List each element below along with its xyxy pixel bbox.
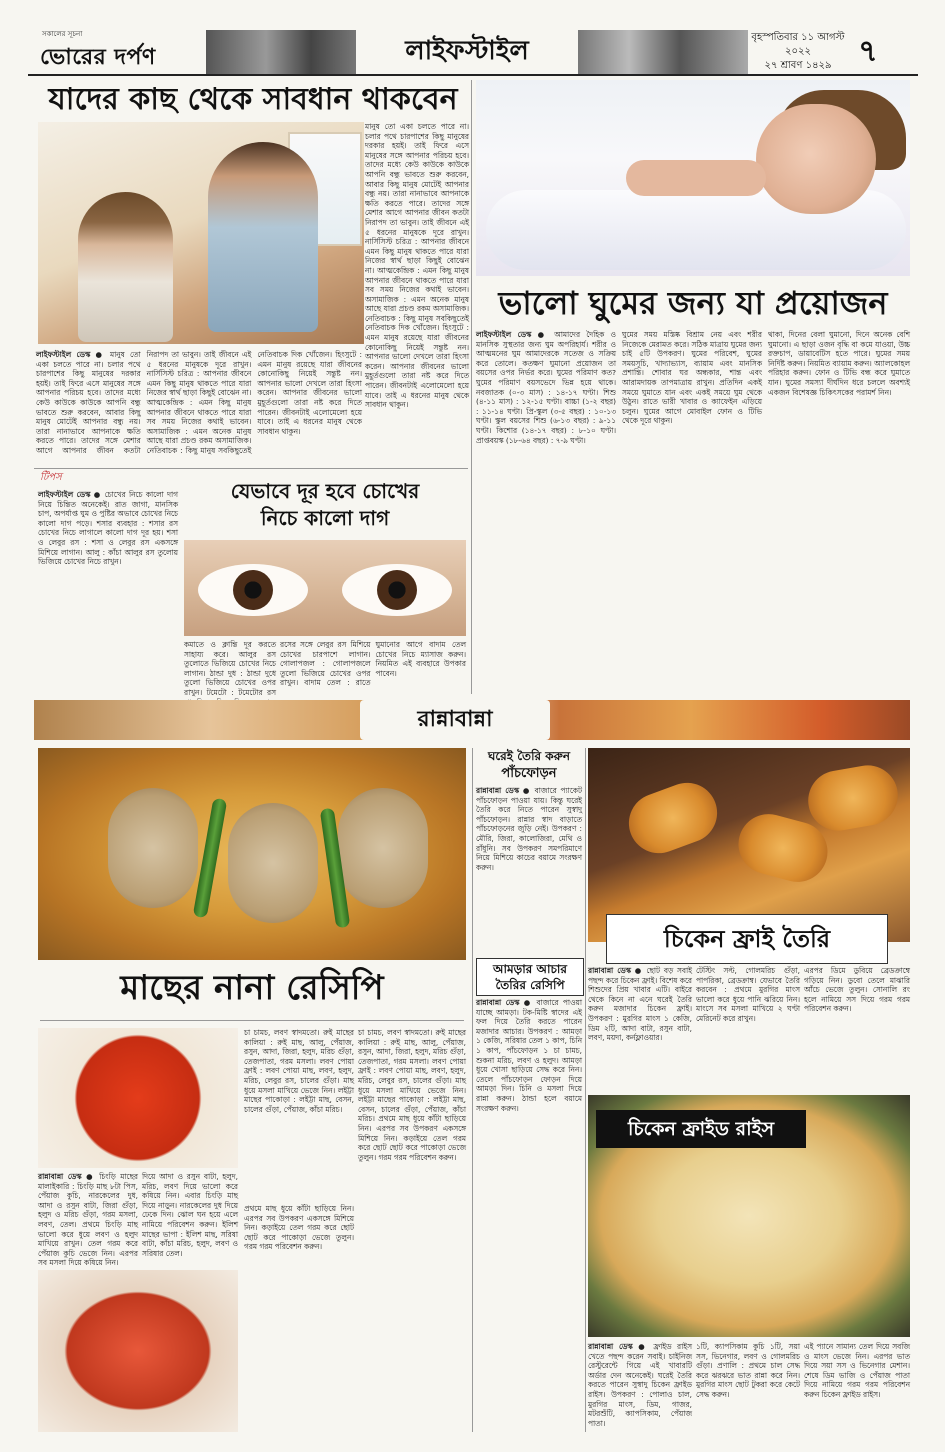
masthead bbox=[28, 30, 918, 76]
fish-col1-text: চিংড়ি মাছের মালাইকারি : চিংড়ি মাছ ৮টা পিস, পেঁয়াজ কুচি, নারকেলের দুধ, আদা ও রসুন বাটা, জিরা গুঁড়া, হলুদ ও মরিচ গুঁড়া, গরম মসলা, লবণ, তেল। প্রথমে চিংড়ি মাছ ভালো করে ধুয়ে লবণ ও হলুদ মাখিয়ে রাখুন। তেল গরম করে পেঁয়াজ কুচি ভেজে নিন। এরপর সব মসলা দিয়ে কষিয়ে নিন। bbox=[38, 1172, 138, 1268]
fish-col3b bbox=[244, 1204, 354, 1432]
story1-body: লাইফস্টাইল ডেস্ক ● মানুষ তো একা চলতে পারে না। চলার পথে চারপাশের কিছু মানুষের দরকার হয়ই। তাই ফিরে এসে মানুষের সঙ্গে আপনার পরিচয় হবে। তাদের মধ্যে কেউ কাউকে কাউকে আপনি বন্ধু ভাবতে শুরু করবেন, আবার কিছু মানুষ মোটেই আপনার বন্ধু নয়। তারা নানাভাবে আপনাকে ক্ষতি করতে পারে। তাদের সঙ্গে মেশার আগে আপনার জীবন কতটা নিরাপদ তা ভাবুন। তাই জীবনে এই ৫ ধরনের মানুষকে দূরে রাখুন। নার্সিসিস্ট চরিত্র : আপনার জীবনে এমন কিছু মানুষ থাকতে পারে যারা নিজের স্বার্থ ছাড়া কিছুই বোঝেন না। আত্মকেন্দ্রিক : এমন কিছু মানুষ আপনার জীবনে থাকতে পারে যারা সব সময় নিজের কথাই ভাবেন। অসামাজিক : এমন অনেক মানুষ আছে যারা প্রচণ্ড রকম অসামাজিক। নেতিবাচক : কিছু মানুষ সবকিছুতেই নেতিবাচক দিক খোঁজেন। হিংসুটে : এমন মানুষ রয়েছে যারা জীবনের কোনোকিছু নিয়েই সন্তুষ্ট নন। আপনার ভালো দেখলে তারা হিংসা করেন। আপনার জীবনের ভালো মুহূর্তগুলো তারা নষ্ট করে দিতে পারেন। জীবনটাই এলোমেলো হয়ে যাবে। তাই এ ধরনের মানুষ থেকে সাবধান থাকুন। bbox=[36, 350, 362, 455]
page-number: ৭ bbox=[858, 33, 878, 69]
fish-col2-text: দিয়ে আদা ও রসুন বাটা, হলুদ, মরিচ, লবণ দিয়ে ভালো করে কষিয়ে নিন। এবার চিংড়ি মাছ দিয়ে নাড়ুন। নারকেলের দুধ দিয়ে ঢেকে দিন। ঝোল ঘন হয়ে এলে নামিয়ে পরিবেশন করুন। ইলিশ মাছের ভাপা : ইলিশ মাছ, সরিষা বাটা, কাঁচা মরিচ, হলুদ, লবণ ও সরিষার তেল। bbox=[142, 1172, 238, 1258]
photo-man bbox=[208, 142, 318, 332]
chicken-fry-title[interactable]: চিকেন ফ্রাই তৈরি bbox=[606, 914, 888, 964]
section-divider bbox=[34, 468, 468, 469]
fish-plate-photo bbox=[38, 1028, 238, 1168]
fish-col3-text: চা চামচ, লবণ স্বাদমতো। রুই মাছের কালিয়া : রুই মাছ, আলু, পেঁয়াজ, রসুন, আদা, জিরা, হলুদ, মরিচ গুঁড়া, তেজপাতা, গরম মসলা। লবণ পোয়া ফ্রাই : লবণ পোয়া মাছ, লবণ, হলুদ, মরিচ, লেবুর রস, চালের গুঁড়া। মাছ ধুয়ে মসলা মাখিয়ে ভেজে নিন। লইট্টা মাছের পাকোড়া : লইট্টা মাছ, বেসন, চালের গুঁড়া, পেঁয়াজ, কাঁচা মরিচ। bbox=[244, 1028, 354, 1114]
story3-col1-text: চোখের নিচে কালো দাগ নিয়ে চিন্তিত অনেকেই। রাত জাগা, মানসিক চাপ, অপর্যাপ্ত ঘুম ও পুষ্টির অভাবে চোখের নিচে কালো দাগ পড়ে। শসার ব্যবহার : শসার রস চোখের নিচে লাগালে কালো দাগ দূর হয়। শসা ও লেবুর রস : শসা ও লেবুর রস একসঙ্গে মিশিয়ে লাগান। আলু : কাঁচা আলুর রস তুলোয় ভিজিয়ে চোখের নিচে রাখুন। bbox=[38, 490, 178, 567]
photo-iris-left bbox=[233, 570, 273, 610]
fish-byline: রান্নাবান্না ডেস্ক bbox=[38, 1172, 82, 1181]
chicken-fry-col1: রান্নাবান্না ডেস্ক ● ছোট বড় সবাই পছন্দ করে চিকেন ফ্রাই। বিশেষ করে শিশুদের প্রিয় খাবার এটি। বাইরে থেকে কিনে না এনে ঘরেই তৈরি করুন মজাদার চিকেন ফ্রাই। উপকরণ : মুরগির মাংস ১ কেজি, ডিম ২টি, আদা বাটা, রসুন বাটা, লবণ, ময়দা, কর্নফ্লাওয়ার। bbox=[588, 966, 693, 1043]
fish-col4-text-b: প্রথমে মাছ ধুয়ে কাঁটা ছাড়িয়ে নিন। এরপর সব উপকরণ একসঙ্গে মিশিয়ে নিন। কড়াইয়ে তেল গরম করে ছোট ছোট করে পাকোড়া ভেজে তুলুন। গরম গরম পরিবেশন করুন। bbox=[358, 1114, 466, 1162]
story3-col2-text: কমাতে ও ক্লান্তি দূর করতে সাহায্য করে। আলুর রস তুলোতে ভিজিয়ে চোখের নিচে লাগান। ঠান্ডা দুধ : ঠান্ডা দুধে তুলো ভিজিয়ে চোখের ওপর রাখুন। টমেটো : টমেটোর রস bbox=[184, 640, 276, 697]
achar-body-text: বাজারে পাওয়া যাচ্ছে আমড়া। টক-মিষ্টি স্বাদের এই ফল দিয়ে তৈরি করতে পারেন মজাদার আচার। উপকরণ : আমড়া ১ কেজি, সরিষার তেল ১ কাপ, চিনি ১ কাপ, পাঁচফোড়ন ১ চা চামচ, শুকনা মরিচ, লবণ ও হলুদ। আমড়া ধুয়ে খোসা ছাড়িয়ে সেদ্ধ করে নিন। তেলে পাঁচফোড়ন ফোড়ন দিয়ে আমড়া দিন। চিনি ও মসলা দিয়ে রান্না করুন। ঠান্ডা হলে বয়ামে সংরক্ষণ করুন। bbox=[476, 998, 583, 1113]
story2-byline: লাইফস্টাইল ডেস্ক bbox=[476, 330, 532, 339]
chicken-fry-col2 bbox=[696, 966, 800, 1086]
recipe-divider-1 bbox=[472, 748, 473, 1432]
pachforon-subtitle: পাঁচফোড়ন bbox=[501, 766, 557, 781]
story3-col3 bbox=[280, 640, 466, 694]
story2-headline[interactable]: ভালো ঘুমের জন্য যা প্রয়োজন bbox=[498, 284, 888, 322]
achar-title[interactable] bbox=[476, 958, 584, 996]
date-bengali: ২৭ শ্রাবণ ১৪২৯ bbox=[764, 60, 832, 71]
achar-byline: রান্নাবান্না ডেস্ক bbox=[476, 998, 520, 1007]
sleep-photo bbox=[476, 80, 910, 276]
tips-tag: টিপস bbox=[40, 472, 62, 483]
photo-drumstick-1 bbox=[620, 774, 725, 861]
story2-col1-text: আমাদের দৈহিক ও মানসিক সুস্থতার জন্য ঘুম অপরিহার্য। শরীর ও আত্মমনের ঘুম আমাদেরকে সতেজ ও সক্রিয় করে তোলে। কতক্ষণ ঘুমানো প্রয়োজন তা বয়সের ওপর নির্ভর করে। ঘুমের পরিমাণ কত? ঘুমের পরিমাণ বয়সভেদে ভিন্ন হয়ে থাকে। নবজাতক (০-৩ মাস) : ১৪-১৭ ঘণ্টা। শিশু (৪-১১ মাস) : ১২-১৫ ঘণ্টা। বাচ্চা (১-২ বছর) : ১১-১৪ ঘণ্টা। প্রি-স্কুল (৩-৫ বছর) : ১০-১৩ ঘণ্টা। স্কুল বয়সের শিশু (৬-১৩ বছর) : ৯-১১ ঘণ্টা। কিশোর (১৪-১৭ বছর) : ৮-১০ ঘণ্টা। প্রাপ্তবয়স্ক (১৮-৬৪ বছর) : ৭-৯ ঘণ্টা। bbox=[476, 330, 616, 445]
story3-headline-line1: যেভাবে দূর হবে চোখের bbox=[230, 479, 420, 503]
photo-eye-right bbox=[342, 564, 452, 616]
newspaper-logo[interactable] bbox=[28, 30, 206, 74]
rice-col2-text: ১টি, ক্যাপসিকাম কুচি ১টি, সয়া সস, ভিনেগার, লবণ ও গোলমরিচ গুঁড়া। প্রণালি : প্রথমে চাল সেদ্ধ করে ঝরঝরে ভাত রান্না করে নিন। মুরগির মাংস ছোট টুকরা করে কেটে সেদ্ধ করুন। bbox=[696, 1342, 800, 1399]
fish-col1: রান্নাবান্না ডেস্ক ● চিংড়ি মাছের মালাইকারি : চিংড়ি মাছ ৮টা পিস, পেঁয়াজ কুচি, নারকেলের দুধ, আদা ও রসুন বাটা, জিরা গুঁড়া, হলুদ ও মরিচ গুঁড়া, গরম মসলা, লবণ, তেল। প্রথমে চিংড়ি মাছ ভালো করে ধুয়ে লবণ ও হলুদ মাখিয়ে রাখুন। তেল গরম করে পেঁয়াজ কুচি ভেজে নিন। এরপর সব মসলা দিয়ে কষিয়ে নিন। bbox=[38, 1172, 138, 1268]
column-divider bbox=[471, 80, 472, 694]
chicken-fry-byline: রান্নাবান্না ডেস্ক bbox=[588, 966, 631, 975]
chicken-fry-col2-text: টেস্টিং সল্ট, গোলমরিচ গুঁড়া, পাপরিকা, ব্রেডক্রাম্ব। যেভাবে তৈরি করবেন : প্রথমে মুরগির মাংস ভালো করে ধুয়ে পানি ঝরিয়ে নিন। মাংসে সব মসলা মাখিয়ে ২ ঘণ্টা মেরিনেট করে রাখুন। bbox=[696, 966, 800, 1023]
rice-col1-text: ফ্রাইড রাইস খেতে পছন্দ করেন সবাই। চাইনিজ রেস্টুরেন্টে গিয়ে এই খাবারটি অর্ডার দেন অনেকেই। ঘরেই তৈরি করতে পারেন সুস্বাদু চিকেন ফ্রাইড রাইস। উপকরণ : পোলাও চাল, মুরগির মাংস, ডিম, গাজর, মটরশুঁটি, ক্যাপসিকাম, পেঁয়াজ পাতা। bbox=[588, 1342, 692, 1428]
date-box bbox=[748, 31, 848, 73]
pachforon-body: রান্নাবান্না ডেস্ক ● বাজারে প্যাকেট পাঁচফোড়ন পাওয়া যায়। কিন্তু ঘরেই তৈরি করে নিতে পারেন সুস্বাদু পাঁচফোড়ন। রান্নার স্বাদ বাড়াতে পাঁচফোড়নের জুড়ি নেই। উপকরণ : মৌরি, জিরা, কালোজিরা, মেথি ও রাঁধুনি। সব উপকরণ সমপরিমাণে নিয়ে মিশিয়ে কাচের বয়ামে সংরক্ষণ করুন। bbox=[476, 786, 582, 872]
photo-woman bbox=[78, 192, 173, 342]
recipe-divider-2 bbox=[585, 748, 586, 1432]
fish-curry-photo bbox=[38, 748, 466, 960]
fish-col3 bbox=[244, 1028, 354, 1200]
header-photo-right bbox=[578, 30, 748, 74]
section-title: লাইফস্টাইল bbox=[405, 36, 529, 66]
story3-byline: লাইফস্টাইল ডেস্ক bbox=[38, 490, 91, 499]
story2-col3-text: থাকা, দিনের বেলা ঘুমানো, দিনে অনেক বেশি ঘুমানো। এ ছাড়া ওজন বৃদ্ধি বা কমে যাওয়া, উচ্চ রক্তচাপ, ডায়াবেটিস হতে পারে। ঘুমের সময় নির্দিষ্ট করুন। নিয়মিত ব্যায়াম করুন। অ্যালকোহল পরিহার করুন। ফোন ও টিভি বন্ধ করে ঘুমাতে যান। ঘুমের সমস্যা দীর্ঘদিন ধরে চললে অবশ্যই একজন বিশেষজ্ঞ চিকিৎসকের পরামর্শ নিন। bbox=[768, 330, 910, 397]
chicken-fry-photo bbox=[588, 748, 910, 942]
photo-arm bbox=[626, 160, 766, 196]
photo-drumstick-3 bbox=[803, 761, 902, 836]
eyes-photo bbox=[184, 540, 466, 636]
rice-col3 bbox=[804, 1342, 910, 1432]
logo-text: ভোরের দর্পণ bbox=[40, 43, 156, 70]
story2-col1: লাইফস্টাইল ডেস্ক ● আমাদের দৈহিক ও মানসিক সুস্থতার জন্য ঘুম অপরিহার্য। শরীর ও আত্মমনের ঘুম আমাদেরকে সতেজ ও সক্রিয় করে তোলে। কতক্ষণ ঘুমানো প্রয়োজন তা বয়সের ওপর নির্ভর করে। ঘুমের পরিমাণ কত? ঘুমের পরিমাণ বয়সভেদে ভিন্ন হয়ে থাকে। নবজাতক (০-৩ মাস) : ১৪-১৭ ঘণ্টা। শিশু (৪-১১ মাস) : ১২-১৫ ঘণ্টা। বাচ্চা (১-২ বছর) : ১১-১৪ ঘণ্টা। প্রি-স্কুল (৩-৫ বছর) : ১০-১৩ ঘণ্টা। স্কুল বয়সের শিশু (৬-১৩ বছর) : ৯-১১ ঘণ্টা। কিশোর (১৪-১৭ বছর) : ৮-১০ ঘণ্টা। প্রাপ্তবয়স্ক (১৮-৬৪ বছর) : ৭-৯ ঘণ্টা। bbox=[476, 330, 616, 445]
achar-title-line1: আমড়ার আচার bbox=[492, 962, 568, 976]
fish-col4 bbox=[358, 1028, 466, 1432]
story1-byline: লাইফস্টাইল ডেস্ক bbox=[36, 350, 91, 359]
fried-rice-title[interactable]: চিকেন ফ্রাইড রাইস bbox=[596, 1110, 806, 1148]
rice-byline: রান্নাবান্না ডেস্ক bbox=[588, 1342, 633, 1351]
logo-tagline: সকালের সূচনা bbox=[42, 29, 83, 38]
recipe-section-title: রান্নাবান্না bbox=[360, 700, 550, 740]
story1-body-side-text: মানুষ তো একা চলতে পারে না। চলার পথে চারপাশের কিছু মানুষের দরকার হয়ই। তাই ফিরে এসে মানুষের সঙ্গে আপনার পরিচয় হবে। তাদের মধ্যে কেউ কাউকে কাউকে আপনি বন্ধু ভাবতে শুরু করবেন, আবার কিছু মানুষ মোটেই আপনার বন্ধু নয়। তারা নানাভাবে আপনাকে ক্ষতি করতে পারে। তাদের সঙ্গে মেশার আগে আপনার জীবন কতটা নিরাপদ তা ভাবুন। তাই জীবনে এই ৫ ধরনের মানুষকে দূরে রাখুন। নার্সিসিস্ট চরিত্র : আপনার জীবনে এমন কিছু মানুষ থাকতে পারে যারা নিজের স্বার্থ ছাড়া কিছুই বোঝেন না। আত্মকেন্দ্রিক : এমন কিছু মানুষ আপনার জীবনে থাকতে পারে যারা সব সময় নিজের কথাই ভাবেন। অসামাজিক : এমন অনেক মানুষ আছে যারা প্রচণ্ড রকম অসামাজিক। নেতিবাচক : কিছু মানুষ সবকিছুতেই নেতিবাচক দিক খোঁজেন। হিংসুটে : এমন মানুষ রয়েছে যারা জীবনের কোনোকিছু নিয়েই সন্তুষ্ট নন। আপনার ভালো দেখলে তারা হিংসা করেন। আপনার জীবনের ভালো মুহূর্তগুলো তারা নষ্ট করে দিতে পারেন। জীবনটাই এলোমেলো হয়ে যাবে। তাই এ ধরনের মানুষ থেকে সাবধান থাকুন। bbox=[365, 122, 469, 410]
fish-recipes-title[interactable]: মাছের নানা রেসিপি bbox=[40, 956, 464, 1021]
shrimp-photo bbox=[38, 1270, 238, 1432]
story1-headline[interactable]: যাদের কাছ থেকে সাবধান থাকবেন bbox=[48, 82, 458, 117]
fish-col2 bbox=[142, 1172, 238, 1268]
achar-title-line2: তৈরির রেসিপি bbox=[495, 978, 565, 992]
story2-col2 bbox=[622, 330, 762, 694]
photo-iris-right bbox=[377, 570, 417, 610]
story3-headline[interactable] bbox=[184, 478, 466, 532]
chicken-fry-col3 bbox=[804, 966, 910, 1086]
photo-eye-left bbox=[198, 564, 308, 616]
photo-face bbox=[756, 104, 876, 214]
story1-body-side bbox=[365, 122, 469, 462]
achar-body: রান্নাবান্না ডেস্ক ● বাজারে পাওয়া যাচ্ছে আমড়া। টক-মিষ্টি স্বাদের এই ফল দিয়ে তৈরি করতে পারেন মজাদার আচার। উপকরণ : আমড়া ১ কেজি, সরিষার তেল ১ কাপ, চিনি ১ কাপ, পাঁচফোড়ন ১ চা চামচ, শুকনা মরিচ, লবণ ও হলুদ। আমড়া ধুয়ে খোসা ছাড়িয়ে সেদ্ধ করে নিন। তেলে পাঁচফোড়ন ফোড়ন দিয়ে আমড়া দিন। চিনি ও মসলা দিয়ে রান্না করুন। ঠান্ডা হলে বয়ামে সংরক্ষণ করুন। bbox=[476, 998, 583, 1113]
story3-col2 bbox=[184, 640, 276, 697]
chicken-fry-col1-text: ছোট বড় সবাই পছন্দ করে চিকেন ফ্রাই। বিশেষ করে শিশুদের প্রিয় খাবার এটি। বাইরে থেকে কিনে না এনে ঘরেই তৈরি করুন মজাদার চিকেন ফ্রাই। উপকরণ : মুরগির মাংস ১ কেজি, ডিম ২টি, আদা বাটা, রসুন বাটা, লবণ, ময়দা, কর্নফ্লাওয়ার। bbox=[588, 966, 693, 1043]
pachforon-body-text: বাজারে প্যাকেট পাঁচফোড়ন পাওয়া যায়। কিন্তু ঘরেই তৈরি করে নিতে পারেন সুস্বাদু পাঁচফোড়ন। রান্নার স্বাদ বাড়াতে পাঁচফোড়নের জুড়ি নেই। উপকরণ : মৌরি, জিরা, কালোজিরা, মেথি ও রাঁধুনি। সব উপকরণ সমপরিমাণে নিয়ে মিশিয়ে কাচের বয়ামে সংরক্ষণ করুন। bbox=[476, 786, 582, 872]
photo-fish-3 bbox=[338, 788, 428, 908]
fish-col3b-text: প্রথমে মাছ ধুয়ে কাঁটা ছাড়িয়ে নিন। এরপর সব উপকরণ একসঙ্গে মিশিয়ে নিন। কড়াইয়ে তেল গরম করে ছোট ছোট করে পাকোড়া ভেজে তুলুন। গরম গরম পরিবেশন করুন। bbox=[244, 1204, 354, 1252]
photo-fish-2 bbox=[228, 803, 318, 923]
story2-col3 bbox=[768, 330, 910, 694]
story3-col1: লাইফস্টাইল ডেস্ক ● চোখের নিচে কালো দাগ নিয়ে চিন্তিত অনেকেই। রাত জাগা, মানসিক চাপ, অপর্যাপ্ত ঘুম ও পুষ্টির অভাবে চোখের নিচে কালো দাগ পড়ে। শসার ব্যবহার : শসার রস চোখের নিচে লাগালে কালো দাগ দূর হয়। শসা ও লেবুর রস : শসা ও লেবুর রস একসঙ্গে মিশিয়ে লাগান। আলু : কাঁচা আলুর রস তুলোয় ভিজিয়ে চোখের নিচে রাখুন। bbox=[38, 490, 178, 567]
rice-col3-text: এই প্যানে সামান্য তেল দিয়ে সবজি ও মাংস ভেজে নিন। এরপর ভাত দিয়ে সয়া সস ও ভিনেগার মেশান। শেষে ডিম ভাজি ও পেঁয়াজ পাতা দিয়ে নামিয়ে গরম গরম পরিবেশন করুন চিকেন ফ্রাইড রাইস। bbox=[804, 1342, 910, 1399]
story3-headline-line2: নিচে কালো দাগ bbox=[260, 506, 390, 530]
story1-body-text: মানুষ তো একা চলতে পারে না। চলার পথে চারপাশের কিছু মানুষের দরকার হয়ই। তাই ফিরে এসে মানুষের সঙ্গে আপনার পরিচয় হবে। তাদের মধ্যে কেউ কাউকে কাউকে আপনি বন্ধু ভাবতে শুরু করবেন, আবার কিছু মানুষ মোটেই আপনার বন্ধু নয়। তারা নানাভাবে আপনাকে ক্ষতি করতে পারে। তাদের সঙ্গে মেশার আগে আপনার জীবন কতটা নিরাপদ তা ভাবুন। তাই জীবনে এই ৫ ধরনের মানুষকে দূরে রাখুন। নার্সিসিস্ট চরিত্র : আপনার জীবনে এমন কিছু মানুষ থাকতে পারে যারা নিজের স্বার্থ ছাড়া কিছুই বোঝেন না। আত্মকেন্দ্রিক : এমন কিছু মানুষ আপনার জীবনে থাকতে পারে যারা সব সময় নিজের কথাই ভাবেন। অসামাজিক : এমন অনেক মানুষ আছে যারা প্রচণ্ড রকম অসামাজিক। নেতিবাচক : কিছু মানুষ সবকিছুতেই নেতিবাচক দিক খোঁজেন। হিংসুটে : এমন মানুষ রয়েছে যারা জীবনের কোনোকিছু নিয়েই সন্তুষ্ট নন। আপনার ভালো দেখলে তারা হিংসা করেন। আপনার জীবনের ভালো মুহূর্তগুলো তারা নষ্ট করে দিতে পারেন। জীবনটাই এলোমেলো হয়ে যাবে। তাই এ ধরনের মানুষ থেকে সাবধান থাকুন। bbox=[36, 350, 362, 455]
story1-photo bbox=[38, 122, 364, 344]
rice-col2 bbox=[696, 1342, 800, 1432]
chicken-fry-col3-text: এরপর ডিমে ডুবিয়ে ব্রেডক্রাম্বে গড়িয়ে নিন। ডুবো তেলে মাঝারি আঁচে ভেজে তুলুন। সোনালি রং হলে নামিয়ে সস দিয়ে গরম গরম পরিবেশন করুন। bbox=[804, 966, 910, 1014]
date-gregorian: বৃহস্পতিবার ১১ আগস্ট ২০২২ bbox=[751, 32, 845, 57]
fish-col4-text: চা চামচ, লবণ স্বাদমতো। রুই মাছের কালিয়া : রুই মাছ, আলু, পেঁয়াজ, রসুন, আদা, জিরা, হলুদ, মরিচ গুঁড়া, তেজপাতা, গরম মসলা। লবণ পোয়া ফ্রাই : লবণ পোয়া মাছ, লবণ, হলুদ, মরিচ, লেবুর রস, চালের গুঁড়া। মাছ ধুয়ে মসলা মাখিয়ে ভেজে নিন। লইট্টা মাছের পাকোড়া : লইট্টা মাছ, বেসন, চালের গুঁড়া, পেঁয়াজ, কাঁচা মরিচ। bbox=[358, 1028, 466, 1124]
rice-col1: রান্নাবান্না ডেস্ক ● ফ্রাইড রাইস খেতে পছন্দ করেন সবাই। চাইনিজ রেস্টুরেন্টে গিয়ে এই খাবারটি অর্ডার দেন অনেকেই। ঘরেই তৈরি করতে পারেন সুস্বাদু চিকেন ফ্রাইড রাইস। উপকরণ : পোলাও চাল, মুরগির মাংস, ডিম, গাজর, মটরশুঁটি, ক্যাপসিকাম, পেঁয়াজ পাতা। bbox=[588, 1342, 692, 1428]
pachforon-title[interactable]: ঘরেই তৈরি করুন bbox=[487, 749, 571, 763]
pachforon-byline: রান্নাবান্না ডেস্ক bbox=[476, 786, 520, 795]
story2-col2-text: ঘুমের সময় মস্তিষ্ক বিশ্রাম নেয় এবং শরীর নিজেকে মেরামত করে। সঠিক মাত্রায় ঘুমের জন্য চাই ৫টি উপকরণ। ঘুমের পরিবেশ, ঘুমের সময়সূচি, খাদ্যাভ্যাস, ব্যায়াম এবং মানসিক প্রশান্তি। শোবার ঘর অন্ধকার, শান্ত এবং আরামদায়ক তাপমাত্রায় রাখুন। প্রতিদিন একই সময়ে ঘুমাতে যান এবং একই সময়ে ঘুম থেকে উঠুন। রাতে ভারী খাবার ও ক্যাফেইন এড়িয়ে চলুন। ঘুমের আগে মোবাইল ফোন ও টিভি থেকে দূরে থাকুন। bbox=[622, 330, 762, 426]
header-photo-left bbox=[206, 30, 356, 74]
story3-col3-text: রসের সঙ্গে লেবুর রস মিশিয়ে চোখের চারপাশে লাগান। গোলাপজল : গোলাপজলে তুলো ভিজিয়ে চোখের ওপর রাখুন। বাদাম তেল : রাতে ঘুমানোর আগে বাদাম তেল চোখের নিচে ম্যাসাজ করুন। নিয়মিত এই ব্যবহারে উপকার পাবেন। bbox=[280, 640, 466, 688]
photo-fish-1 bbox=[108, 788, 198, 908]
